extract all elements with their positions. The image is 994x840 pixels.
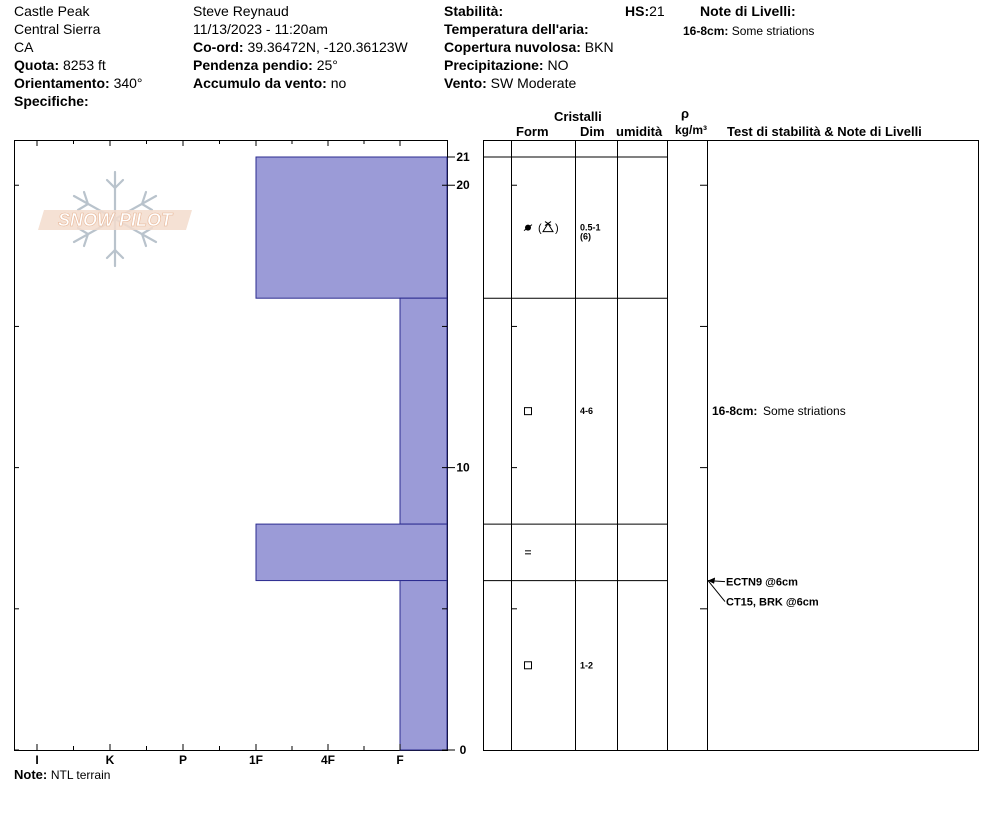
density-unit: kg/m³ [675,123,708,137]
aspect-label: Orientamento: [14,75,110,91]
aspect-value: 340° [113,75,143,91]
wind-loading-value: no [330,75,347,91]
logo-text: SNOW PILOT [58,210,172,230]
moisture-header: umidità [616,124,663,139]
stability-test-label: ECTN9 @6cm [726,576,798,589]
precip-label: Precipitazione: [444,57,544,73]
hardness-label-P: P [178,753,188,767]
row-note-depth: 16-8cm: [712,404,758,419]
hs-value: 21 [649,3,665,19]
wind-label: Vento: [444,75,487,91]
depth-label-0: 0 [459,743,467,757]
form-header: Form [516,124,549,139]
density-symbol: ρ [681,106,690,121]
crystals-header: Cristalli [554,109,602,124]
wind-value: SW Moderate [490,75,577,91]
elevation-value: 8253 ft [63,57,106,73]
layer-notes-label: Note di Livelli: [700,3,796,19]
sky-label: Copertura nuvolosa: [444,39,581,55]
state: CA [14,39,34,55]
dim-value: 4-6 [580,406,594,417]
depth-label-21: 21 [456,150,470,164]
dim-value: 1-2 [580,660,594,671]
faceted-rounding-icon [543,224,553,232]
slope-value: 25° [316,57,338,73]
paren-close: ) [555,222,559,235]
hardness-label-I: I [35,753,39,767]
dim-header: Dim [580,124,605,139]
snowpilot-logo [38,172,192,266]
note-value: NTL terrain [50,768,111,782]
hardness-bar-0 [256,157,447,298]
decomposing-crystal-icon [524,222,559,235]
coord-label: Co-ord: [193,39,244,55]
range: Central Sierra [14,21,101,37]
hardness-bar-1 [400,298,447,524]
datetime: 11/13/2023 - 11:20am [193,21,328,37]
hardness-bars [256,157,447,750]
hardness-label-K: K [105,753,115,767]
slope-label: Pendenza pendio: [193,57,313,73]
hs-label: HS: [625,3,650,19]
precip-value: NO [547,57,569,73]
elevation-label: Quota: [14,57,60,73]
hardness-label-F: F [396,753,404,767]
row-note-text: Some striations [763,404,846,419]
hardness-label-4F: 4F [320,753,336,767]
hardness-bar-3 [400,581,447,750]
layer-note-text: Some striations [731,24,815,38]
depth-label-10: 10 [456,460,470,475]
paren-open: ( [538,222,542,235]
stability-test-label: CT15, BRK @6cm [726,596,819,609]
faceted-crystal-icon [525,662,532,669]
observer: Steve Reynaud [193,3,289,19]
wind-loading-label: Accumulo da vento: [193,75,327,91]
hardness-bar-2 [256,524,447,580]
layer-table-rows [483,157,846,670]
coord-value: 39.36472N, -120.36123W [247,39,408,55]
depth-label-20: 20 [456,178,470,193]
location: Castle Peak [14,3,90,19]
stability-notes-header: Test di stabilità & Note di Livelli [727,124,922,139]
note-label: Note: [14,767,48,782]
stability-label: Stabilità: [444,3,504,19]
specifics-label: Specifiche: [14,93,89,109]
air-temp-label: Temperatura dell'aria: [444,21,589,37]
layer-note-depth: 16-8cm: [683,24,729,38]
faceted-crystal-icon [525,408,532,415]
dim-value-secondary: (6) [580,231,591,242]
hardness-label-1F: 1F [248,753,264,767]
dim-value: 0.5-1 [580,222,601,233]
stability-test-leader [708,581,725,602]
sky-value: BKN [584,39,614,55]
stability-arrow-icon [708,578,715,584]
